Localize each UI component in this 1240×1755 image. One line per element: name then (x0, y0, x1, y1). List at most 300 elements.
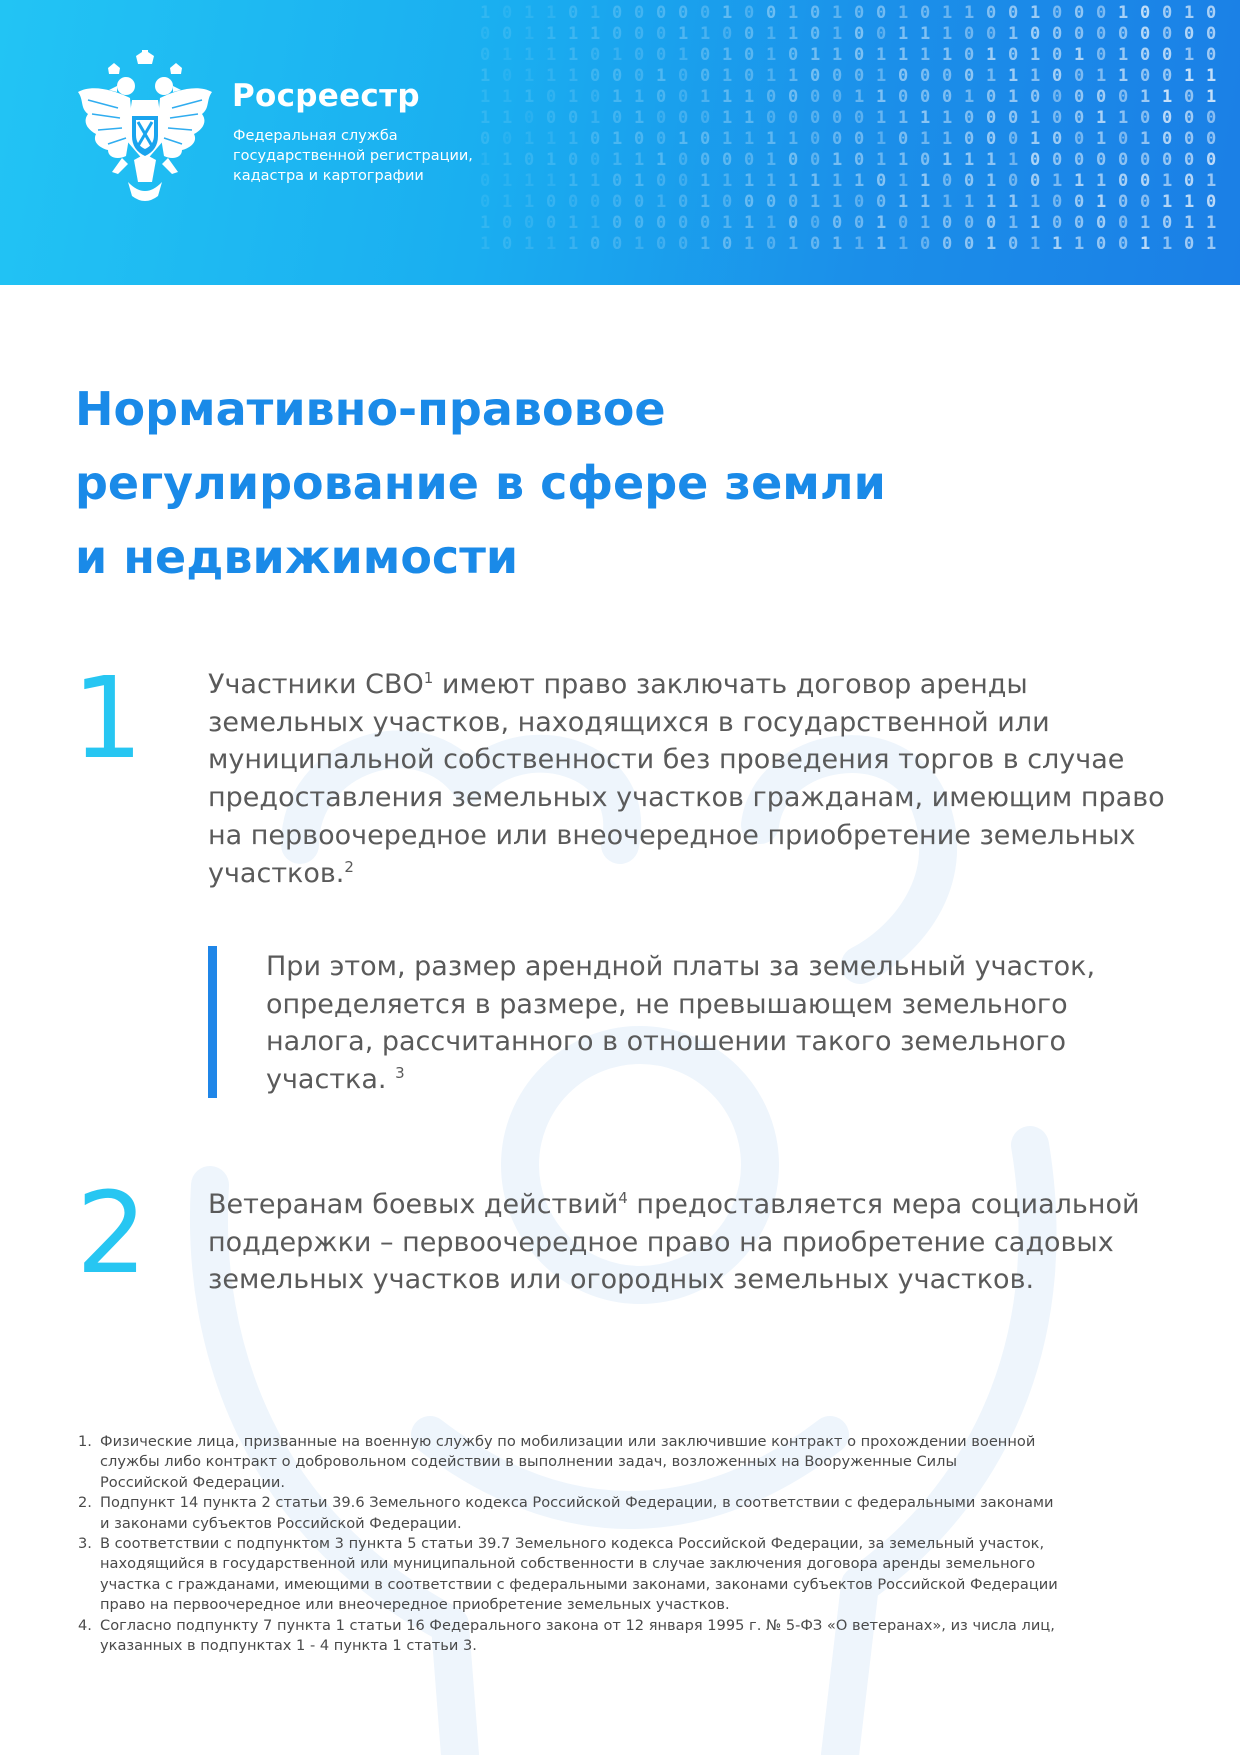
svg-text:0: 0 (986, 24, 997, 44)
svg-text:1: 1 (568, 66, 579, 86)
footnote-item (78, 1432, 1168, 1493)
paragraph-line: предоставления земельных участков гражданам, имеющим право (208, 782, 1165, 814)
footnote-line: Согласно подпункту 7 пункта 1 статьи 16 Федерального закона от 12 января 1995 г. № 5-ФЗ «О ветеранах», из числа лиц, (100, 1616, 1055, 1634)
svg-text:1: 1 (1184, 66, 1195, 86)
footnote-line: службы либо контракт о добровольном содействии в выполнении задач, возложенных на Вооруженные Силы (100, 1453, 958, 1471)
svg-text:0: 0 (876, 171, 887, 191)
svg-text:0: 0 (876, 3, 887, 23)
svg-text:0: 0 (1206, 108, 1217, 128)
quote-line: налога, рассчитанного в отношении такого земельного (266, 1026, 1067, 1058)
footnote-line: и законами субъектов Российской Федерации. (100, 1514, 462, 1532)
svg-text:1: 1 (656, 66, 667, 86)
svg-text:0: 0 (744, 192, 755, 212)
svg-text:1: 1 (1008, 66, 1019, 86)
svg-text:1: 1 (546, 234, 557, 254)
svg-text:0: 0 (722, 150, 733, 170)
svg-text:1: 1 (942, 129, 953, 149)
item-number: 1 (72, 654, 144, 784)
paragraph-line (208, 666, 1198, 704)
svg-text:1: 1 (480, 213, 491, 233)
svg-text:0: 0 (612, 192, 623, 212)
footnotes-list (78, 1432, 1168, 1656)
svg-text:0: 0 (1162, 24, 1173, 44)
brand-subtitle (233, 126, 533, 186)
svg-text:0: 0 (700, 150, 711, 170)
svg-text:0: 0 (986, 87, 997, 107)
svg-text:1: 1 (1140, 213, 1151, 233)
svg-text:0: 0 (854, 150, 865, 170)
svg-text:0: 0 (1096, 87, 1107, 107)
svg-text:1: 1 (942, 150, 953, 170)
svg-text:1: 1 (1118, 66, 1129, 86)
svg-text:0: 0 (920, 150, 931, 170)
svg-text:0: 0 (1074, 150, 1085, 170)
svg-text:1: 1 (546, 66, 557, 86)
svg-text:1: 1 (546, 3, 557, 23)
svg-text:0: 0 (1008, 108, 1019, 128)
svg-text:0: 0 (1206, 150, 1217, 170)
svg-text:0: 0 (1206, 45, 1217, 65)
svg-text:0: 0 (634, 213, 645, 233)
svg-text:1: 1 (722, 3, 733, 23)
svg-text:1: 1 (700, 234, 711, 254)
svg-text:1: 1 (920, 129, 931, 149)
svg-text:1: 1 (546, 24, 557, 44)
svg-text:1: 1 (810, 171, 821, 191)
footnote-line: указанных в подпунктах 1 - 4 пункта 1 статьи 3. (100, 1637, 477, 1655)
svg-text:0: 0 (612, 234, 623, 254)
svg-text:1: 1 (612, 129, 623, 149)
svg-text:1: 1 (524, 192, 535, 212)
svg-text:0: 0 (832, 213, 843, 233)
svg-text:0: 0 (634, 24, 645, 44)
svg-text:1: 1 (898, 171, 909, 191)
svg-text:0: 0 (810, 129, 821, 149)
svg-text:0: 0 (722, 24, 733, 44)
svg-text:1: 1 (1162, 171, 1173, 191)
svg-text:1: 1 (546, 129, 557, 149)
item-number: 2 (76, 1169, 148, 1299)
page-title (75, 372, 886, 594)
svg-text:1: 1 (590, 213, 601, 233)
svg-text:1: 1 (876, 213, 887, 233)
svg-text:0: 0 (964, 45, 975, 65)
svg-text:1: 1 (634, 171, 645, 191)
svg-text:1: 1 (634, 234, 645, 254)
svg-text:0: 0 (1096, 150, 1107, 170)
svg-text:1: 1 (744, 87, 755, 107)
footnote-number: 3. (78, 1535, 92, 1553)
svg-text:1: 1 (1030, 45, 1041, 65)
svg-text:0: 0 (1074, 66, 1085, 86)
svg-text:0: 0 (1162, 66, 1173, 86)
quote-line: определяется в размере, не превышающем земельного (266, 988, 1068, 1020)
svg-text:0: 0 (810, 234, 821, 254)
svg-text:0: 0 (1008, 171, 1019, 191)
svg-text:0: 0 (480, 171, 491, 191)
svg-text:0: 0 (700, 66, 711, 86)
svg-text:1: 1 (480, 150, 491, 170)
svg-text:0: 0 (788, 213, 799, 233)
svg-text:0: 0 (524, 213, 535, 233)
svg-text:0: 0 (1074, 129, 1085, 149)
svg-text:1: 1 (986, 66, 997, 86)
svg-text:0: 0 (612, 171, 623, 191)
footnote-line: Физические лица, призванные на военную службу по мобилизации или заключившие контракт о прохождении военной (100, 1433, 1036, 1450)
svg-text:0: 0 (1184, 171, 1195, 191)
svg-text:0: 0 (1052, 45, 1063, 65)
svg-text:1: 1 (524, 24, 535, 44)
svg-text:0: 0 (1162, 108, 1173, 128)
svg-text:0: 0 (854, 213, 865, 233)
svg-text:0: 0 (568, 108, 579, 128)
footnote-line: В соответствии с подпунктом 3 пункта 5 статьи 39.7 Земельного кодекса Российской Федерации, за земельный участок, (100, 1535, 1045, 1553)
svg-text:1: 1 (700, 171, 711, 191)
svg-text:0: 0 (1184, 108, 1195, 128)
svg-text:1: 1 (942, 24, 953, 44)
svg-text:0: 0 (986, 213, 997, 233)
svg-text:0: 0 (502, 66, 513, 86)
svg-text:1: 1 (744, 234, 755, 254)
svg-text:0: 0 (942, 234, 953, 254)
svg-text:0: 0 (480, 24, 491, 44)
svg-text:1: 1 (766, 129, 777, 149)
svg-text:1: 1 (1030, 192, 1041, 212)
svg-text:0: 0 (1206, 192, 1217, 212)
text-fragment: предоставляется мера социальной (627, 1189, 1140, 1220)
svg-text:1: 1 (964, 87, 975, 107)
svg-text:0: 0 (590, 150, 601, 170)
svg-text:1: 1 (788, 24, 799, 44)
svg-text:1: 1 (722, 213, 733, 233)
svg-text:0: 0 (1206, 129, 1217, 149)
svg-text:1: 1 (788, 129, 799, 149)
svg-text:0: 0 (766, 234, 777, 254)
double-headed-eagle-emblem-icon (74, 50, 216, 210)
svg-text:1: 1 (854, 234, 865, 254)
svg-text:0: 0 (920, 3, 931, 23)
svg-text:0: 0 (854, 45, 865, 65)
text-fragment: участка. (266, 1064, 396, 1096)
svg-text:0: 0 (1118, 213, 1129, 233)
svg-text:1: 1 (788, 66, 799, 86)
svg-text:0: 0 (612, 213, 623, 233)
svg-text:0: 0 (854, 66, 865, 86)
svg-text:0: 0 (656, 87, 667, 107)
svg-text:0: 0 (568, 3, 579, 23)
svg-text:1: 1 (612, 45, 623, 65)
svg-text:0: 0 (502, 213, 513, 233)
svg-text:0: 0 (678, 213, 689, 233)
svg-text:0: 0 (1008, 129, 1019, 149)
svg-text:0: 0 (1052, 129, 1063, 149)
svg-text:1: 1 (634, 108, 645, 128)
svg-text:1: 1 (1206, 171, 1217, 191)
svg-text:1: 1 (876, 87, 887, 107)
svg-text:0: 0 (1162, 213, 1173, 233)
svg-text:0: 0 (810, 66, 821, 86)
svg-text:0: 0 (1052, 24, 1063, 44)
svg-text:1: 1 (678, 24, 689, 44)
svg-text:0: 0 (986, 108, 997, 128)
svg-text:0: 0 (590, 129, 601, 149)
svg-text:0: 0 (700, 45, 711, 65)
svg-text:1: 1 (876, 150, 887, 170)
svg-text:1: 1 (920, 108, 931, 128)
footnote-ref: 2 (344, 857, 354, 876)
svg-text:1: 1 (524, 3, 535, 23)
svg-text:0: 0 (656, 234, 667, 254)
svg-text:0: 0 (942, 87, 953, 107)
svg-text:0: 0 (546, 108, 557, 128)
svg-text:0: 0 (810, 3, 821, 23)
svg-text:1: 1 (1096, 192, 1107, 212)
svg-text:0: 0 (942, 66, 953, 86)
svg-text:1: 1 (524, 129, 535, 149)
svg-text:1: 1 (876, 108, 887, 128)
svg-text:0: 0 (788, 150, 799, 170)
svg-text:0: 0 (744, 3, 755, 23)
svg-text:1: 1 (524, 87, 535, 107)
svg-text:0: 0 (1118, 150, 1129, 170)
quote-accent-bar (208, 946, 217, 1098)
svg-text:0: 0 (1074, 108, 1085, 128)
footnote-ref: 1 (423, 669, 434, 687)
svg-text:0: 0 (700, 129, 711, 149)
footnote-item (78, 1616, 1168, 1657)
paragraph-line (208, 855, 1198, 893)
svg-text:1: 1 (1140, 87, 1151, 107)
item-paragraph (208, 666, 1198, 892)
svg-text:0: 0 (964, 66, 975, 86)
svg-text:0: 0 (1118, 87, 1129, 107)
header-banner (0, 0, 1240, 285)
svg-text:1: 1 (1140, 234, 1151, 254)
svg-text:0: 0 (964, 234, 975, 254)
svg-text:1: 1 (700, 192, 711, 212)
svg-text:1: 1 (722, 87, 733, 107)
svg-text:0: 0 (876, 192, 887, 212)
svg-text:1: 1 (920, 171, 931, 191)
svg-text:0: 0 (1118, 24, 1129, 44)
svg-text:0: 0 (1096, 24, 1107, 44)
svg-text:0: 0 (920, 234, 931, 254)
svg-text:1: 1 (1096, 171, 1107, 191)
svg-text:1: 1 (1030, 66, 1041, 86)
svg-text:1: 1 (502, 171, 513, 191)
svg-text:1: 1 (1030, 108, 1041, 128)
svg-text:0: 0 (678, 150, 689, 170)
svg-text:0: 0 (744, 150, 755, 170)
svg-text:1: 1 (612, 87, 623, 107)
svg-text:1: 1 (942, 45, 953, 65)
svg-text:0: 0 (942, 171, 953, 191)
svg-text:1: 1 (722, 45, 733, 65)
svg-text:0: 0 (1140, 192, 1151, 212)
svg-text:1: 1 (986, 171, 997, 191)
svg-text:1: 1 (1184, 192, 1195, 212)
svg-text:1: 1 (942, 3, 953, 23)
svg-text:1: 1 (898, 45, 909, 65)
svg-text:0: 0 (502, 3, 513, 23)
svg-text:1: 1 (568, 213, 579, 233)
svg-text:0: 0 (1162, 150, 1173, 170)
svg-text:1: 1 (766, 150, 777, 170)
brand-subtitle-line: кадастра и картографии (233, 168, 424, 184)
svg-text:0: 0 (612, 3, 623, 23)
svg-text:1: 1 (590, 171, 601, 191)
svg-text:1: 1 (788, 234, 799, 254)
quote-block (266, 948, 1196, 1099)
text-fragment: Ветеранам боевых действий (208, 1189, 619, 1220)
svg-text:1: 1 (876, 129, 887, 149)
svg-text:0: 0 (1184, 234, 1195, 254)
svg-text:0: 0 (524, 108, 535, 128)
svg-text:0: 0 (590, 234, 601, 254)
svg-text:0: 0 (568, 150, 579, 170)
svg-text:0: 0 (634, 129, 645, 149)
svg-text:1: 1 (1008, 87, 1019, 107)
svg-text:0: 0 (898, 129, 909, 149)
svg-text:0: 0 (1140, 3, 1151, 23)
svg-text:0: 0 (1074, 3, 1085, 23)
svg-text:0: 0 (832, 87, 843, 107)
svg-text:0: 0 (1052, 66, 1063, 86)
page-title-line: Нормативно-правовое (75, 382, 666, 436)
svg-text:0: 0 (502, 234, 513, 254)
svg-text:0: 0 (986, 3, 997, 23)
svg-text:1: 1 (1008, 150, 1019, 170)
svg-text:0: 0 (590, 45, 601, 65)
svg-text:0: 0 (546, 192, 557, 212)
svg-text:0: 0 (964, 108, 975, 128)
svg-text:1: 1 (876, 45, 887, 65)
svg-text:1: 1 (1184, 213, 1195, 233)
svg-text:1: 1 (1206, 87, 1217, 107)
svg-text:0: 0 (1118, 192, 1129, 212)
svg-text:0: 0 (854, 3, 865, 23)
svg-text:0: 0 (1052, 192, 1063, 212)
svg-text:0: 0 (766, 192, 777, 212)
svg-text:0: 0 (568, 192, 579, 212)
svg-text:1: 1 (964, 3, 975, 23)
svg-text:0: 0 (854, 192, 865, 212)
svg-text:1: 1 (898, 150, 909, 170)
svg-text:0: 0 (788, 108, 799, 128)
svg-text:0: 0 (832, 66, 843, 86)
svg-text:0: 0 (788, 192, 799, 212)
svg-text:0: 0 (1096, 213, 1107, 233)
svg-text:1: 1 (1030, 129, 1041, 149)
svg-text:1: 1 (1008, 192, 1019, 212)
svg-text:1: 1 (766, 66, 777, 86)
svg-text:0: 0 (1008, 45, 1019, 65)
svg-text:1: 1 (964, 150, 975, 170)
svg-text:1: 1 (810, 192, 821, 212)
svg-text:0: 0 (788, 45, 799, 65)
svg-text:1: 1 (986, 150, 997, 170)
svg-text:0: 0 (1140, 108, 1151, 128)
svg-text:0: 0 (1206, 24, 1217, 44)
svg-text:0: 0 (1140, 66, 1151, 86)
svg-text:1: 1 (832, 150, 843, 170)
svg-text:1: 1 (1030, 213, 1041, 233)
brand-name: Росреестр (232, 78, 420, 114)
svg-text:1: 1 (920, 24, 931, 44)
footnote-line: находящийся в государственной или муниципальной собственности в случае заключения договора аренды земельного (100, 1555, 1036, 1573)
svg-text:1: 1 (524, 171, 535, 191)
page-title-line: и недвижимости (75, 530, 519, 584)
svg-text:1: 1 (766, 213, 777, 233)
svg-text:1: 1 (590, 24, 601, 44)
svg-text:1: 1 (546, 171, 557, 191)
svg-text:1: 1 (1162, 234, 1173, 254)
svg-text:1: 1 (1162, 192, 1173, 212)
svg-text:1: 1 (678, 129, 689, 149)
svg-text:1: 1 (722, 66, 733, 86)
paragraph-line (208, 1186, 1198, 1224)
svg-text:0: 0 (612, 24, 623, 44)
svg-text:0: 0 (898, 87, 909, 107)
svg-text:0: 0 (546, 213, 557, 233)
svg-text:0: 0 (1008, 3, 1019, 23)
svg-text:0: 0 (810, 213, 821, 233)
svg-text:1: 1 (1074, 234, 1085, 254)
svg-text:0: 0 (1096, 3, 1107, 23)
svg-text:0: 0 (1030, 24, 1041, 44)
svg-text:1: 1 (502, 108, 513, 128)
text-fragment: участков. (208, 857, 345, 889)
svg-text:1: 1 (612, 150, 623, 170)
svg-text:1: 1 (986, 234, 997, 254)
svg-text:1: 1 (524, 66, 535, 86)
svg-text:0: 0 (964, 129, 975, 149)
svg-text:0: 0 (722, 234, 733, 254)
svg-text:0: 0 (920, 87, 931, 107)
svg-text:0: 0 (942, 213, 953, 233)
svg-text:1: 1 (568, 129, 579, 149)
svg-text:0: 0 (546, 87, 557, 107)
svg-text:0: 0 (766, 108, 777, 128)
svg-text:0: 0 (700, 213, 711, 233)
svg-text:1: 1 (986, 192, 997, 212)
item-paragraph (208, 1186, 1198, 1299)
svg-text:0: 0 (1096, 234, 1107, 254)
svg-text:1: 1 (634, 87, 645, 107)
svg-text:0: 0 (678, 3, 689, 23)
svg-text:0: 0 (1140, 24, 1151, 44)
svg-text:0: 0 (810, 87, 821, 107)
svg-text:0: 0 (678, 192, 689, 212)
svg-text:1: 1 (898, 192, 909, 212)
svg-text:1: 1 (1052, 171, 1063, 191)
svg-text:1: 1 (1206, 213, 1217, 233)
svg-text:0: 0 (678, 234, 689, 254)
svg-text:1: 1 (568, 24, 579, 44)
svg-text:0: 0 (722, 192, 733, 212)
svg-text:0: 0 (1118, 171, 1129, 191)
svg-text:0: 0 (854, 108, 865, 128)
svg-text:0: 0 (766, 87, 777, 107)
svg-text:1: 1 (722, 129, 733, 149)
svg-text:1: 1 (1184, 3, 1195, 23)
svg-text:0: 0 (964, 24, 975, 44)
svg-text:0: 0 (1184, 150, 1195, 170)
paragraph-line: земельных участков или огородных земельных участков. (208, 1264, 1035, 1296)
svg-text:1: 1 (722, 171, 733, 191)
svg-text:1: 1 (590, 108, 601, 128)
svg-text:1: 1 (832, 45, 843, 65)
